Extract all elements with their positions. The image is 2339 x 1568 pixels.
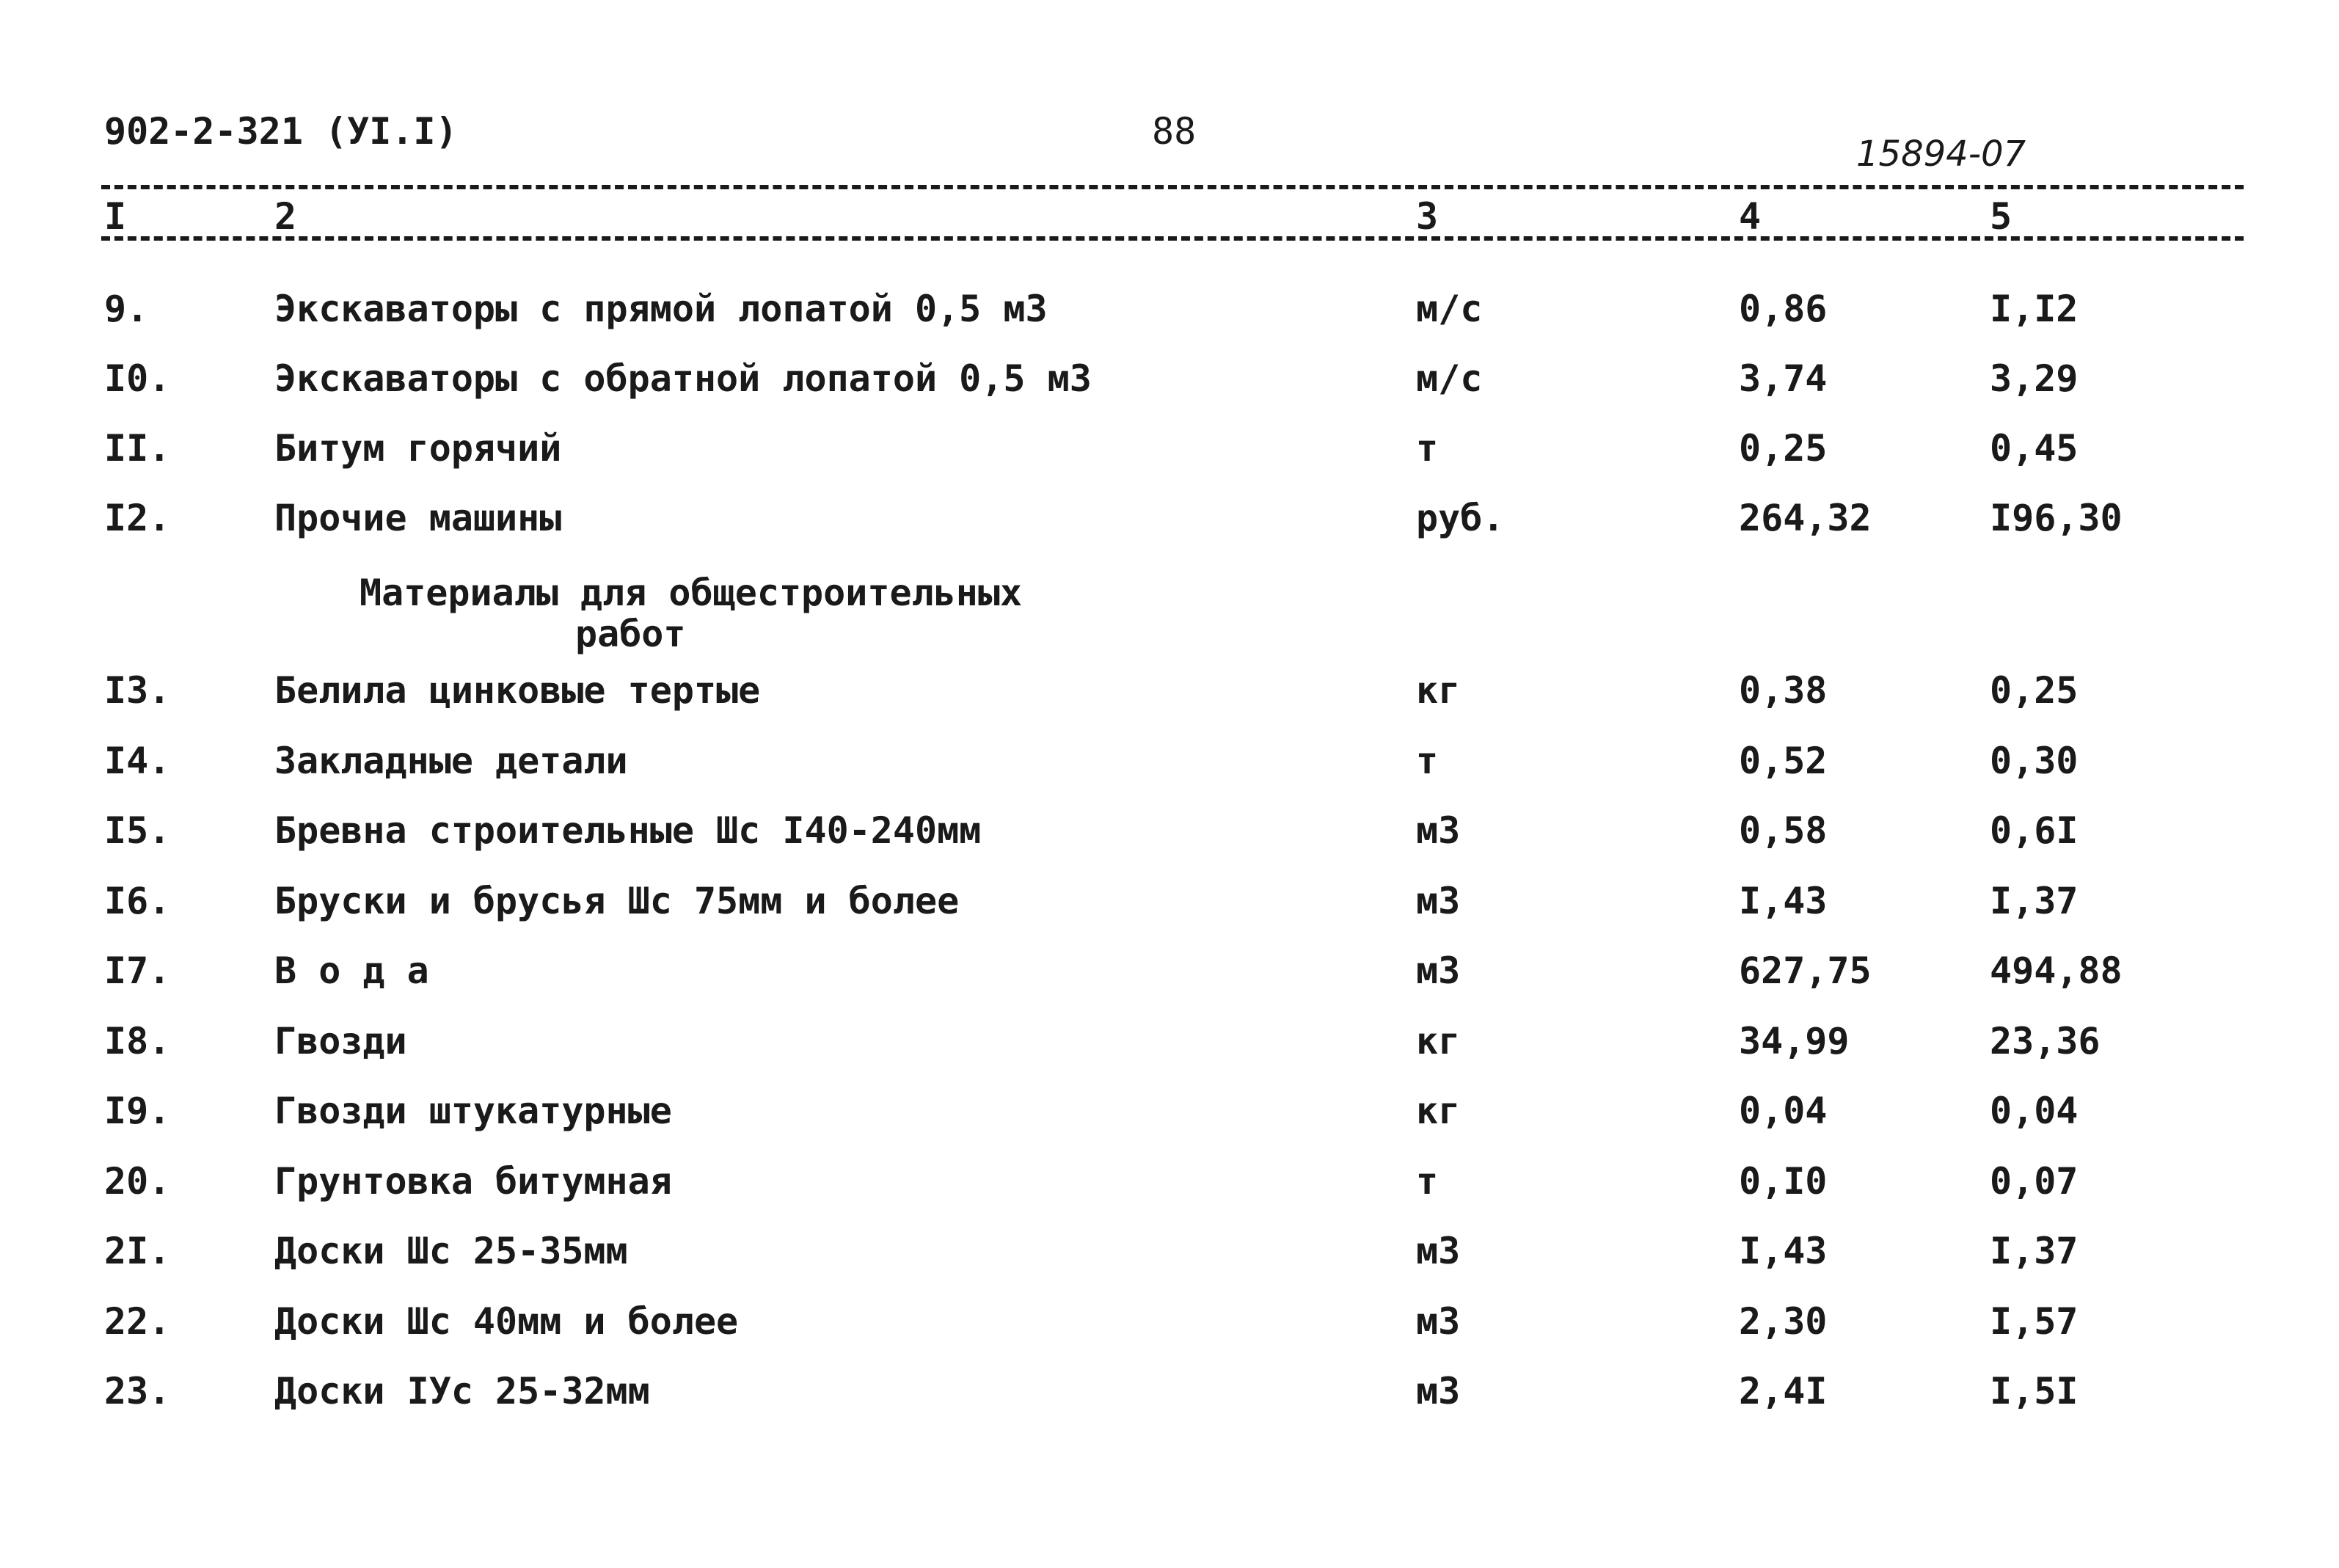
- row-number: 23.: [104, 1370, 171, 1412]
- table-row: [0, 809, 2339, 875]
- table-row: [0, 427, 2339, 493]
- unit: м3: [1416, 879, 1461, 922]
- row-number: I8.: [104, 1019, 171, 1062]
- row-number: 20.: [104, 1159, 171, 1203]
- item-name: Экскаваторы с прямой лопатой 0,5 м3: [274, 288, 1048, 330]
- value-col4: I,43: [1739, 1230, 1828, 1272]
- unit: м3: [1416, 1230, 1461, 1272]
- value-col4: 0,52: [1739, 739, 1828, 782]
- row-number: I3.: [104, 669, 171, 712]
- value-col5: I,57: [1990, 1299, 2079, 1343]
- table-row: [0, 497, 2339, 563]
- value-col5: 0,25: [1990, 669, 2079, 712]
- document-code: 902-2-321 (УI.I): [104, 110, 458, 153]
- table-row: [0, 1160, 2339, 1226]
- value-col4: I,43: [1739, 879, 1828, 922]
- table-row: [0, 949, 2339, 1015]
- item-name: Бруски и брусья Шс 75мм и более: [274, 879, 960, 922]
- column-header-2: 2: [274, 195, 297, 238]
- table-row: [0, 740, 2339, 806]
- row-number: I2.: [104, 497, 171, 539]
- inventory-number: 15894-07: [1856, 134, 2026, 175]
- value-col5: I,5I: [1990, 1370, 2079, 1412]
- unit: кг: [1416, 1090, 1461, 1132]
- column-header-4: 4: [1739, 195, 1762, 238]
- unit: м/с: [1416, 288, 1483, 330]
- item-name: Экскаваторы с обратной лопатой 0,5 м3: [274, 357, 1092, 400]
- unit: т: [1416, 427, 1439, 470]
- column-header-3: 3: [1416, 195, 1439, 238]
- value-col4: 627,75: [1739, 949, 1872, 992]
- table-row: [0, 357, 2339, 423]
- value-col4: 34,99: [1739, 1019, 1850, 1062]
- value-col5: I,I2: [1990, 288, 2079, 330]
- unit: т: [1416, 1159, 1439, 1203]
- value-col5: 0,6I: [1990, 809, 2079, 852]
- value-col4: 0,38: [1739, 669, 1828, 712]
- value-col4: 0,I0: [1739, 1159, 1828, 1203]
- item-name: Битум горячий: [274, 427, 562, 470]
- row-number: 9.: [104, 288, 149, 330]
- table-row: [0, 1300, 2339, 1366]
- item-name: Гвозди: [274, 1019, 407, 1062]
- value-col5: 0,30: [1990, 739, 2079, 782]
- row-number: 22.: [104, 1299, 171, 1343]
- value-col4: 2,30: [1739, 1299, 1828, 1343]
- unit: руб.: [1416, 497, 1505, 539]
- column-header-5: 5: [1990, 195, 2013, 238]
- row-number: I0.: [104, 357, 171, 400]
- value-col5: I96,30: [1990, 497, 2123, 539]
- row-number: 2I.: [104, 1230, 171, 1272]
- value-col5: 0,04: [1990, 1090, 2079, 1132]
- item-name: Доски IУс 25-32мм: [274, 1370, 650, 1412]
- row-number: I4.: [104, 739, 171, 782]
- table-row: [0, 1090, 2339, 1156]
- item-name: Доски Шс 25-35мм: [274, 1230, 628, 1272]
- unit: м3: [1416, 949, 1461, 992]
- table-row: [0, 1370, 2339, 1436]
- value-col4: 0,04: [1739, 1090, 1828, 1132]
- item-name: Доски Шс 40мм и более: [274, 1299, 739, 1343]
- column-header-1: I: [104, 195, 127, 238]
- unit: м3: [1416, 1299, 1461, 1343]
- item-name: Прочие машины: [274, 497, 562, 539]
- value-col4: 0,58: [1739, 809, 1828, 852]
- value-col5: 0,45: [1990, 427, 2079, 470]
- value-col5: 494,88: [1990, 949, 2123, 992]
- value-col4: 264,32: [1739, 497, 1872, 539]
- value-col4: 0,86: [1739, 288, 1828, 330]
- item-name: В о д а: [274, 949, 429, 992]
- item-name: Грунтовка битумная: [274, 1159, 672, 1203]
- value-col5: 3,29: [1990, 357, 2079, 400]
- row-number: II.: [104, 427, 171, 470]
- unit: т: [1416, 739, 1439, 782]
- value-col5: I,37: [1990, 879, 2079, 922]
- section-title-line1: Материалы для общестроительных: [360, 572, 1023, 614]
- unit: м3: [1416, 809, 1461, 852]
- value-col4: 2,4I: [1739, 1370, 1828, 1412]
- item-name: Гвозди штукатурные: [274, 1090, 672, 1132]
- value-col5: 0,07: [1990, 1159, 2079, 1203]
- section-title: [360, 572, 1022, 654]
- table-row: [0, 1020, 2339, 1086]
- table-row: [0, 880, 2339, 946]
- item-name: Белила цинковые тертые: [274, 669, 761, 712]
- page-number: 88: [1152, 110, 1197, 153]
- table-row: [0, 288, 2339, 354]
- unit: м/с: [1416, 357, 1483, 400]
- unit: м3: [1416, 1370, 1461, 1412]
- row-number: I5.: [104, 809, 171, 852]
- table-header-rule: [101, 236, 2244, 241]
- unit: кг: [1416, 1019, 1461, 1062]
- item-name: Бревна строительные Шс I40-240мм: [274, 809, 982, 852]
- table-row: [0, 669, 2339, 735]
- section-title-line2: работ: [575, 613, 686, 655]
- item-name: Закладные детали: [274, 739, 628, 782]
- table-top-rule: [101, 185, 2244, 189]
- row-number: I9.: [104, 1090, 171, 1132]
- row-number: I7.: [104, 949, 171, 992]
- table-row: [0, 1230, 2339, 1296]
- unit: кг: [1416, 669, 1461, 712]
- value-col5: I,37: [1990, 1230, 2079, 1272]
- value-col4: 3,74: [1739, 357, 1828, 400]
- value-col4: 0,25: [1739, 427, 1828, 470]
- row-number: I6.: [104, 879, 171, 922]
- value-col5: 23,36: [1990, 1019, 2101, 1062]
